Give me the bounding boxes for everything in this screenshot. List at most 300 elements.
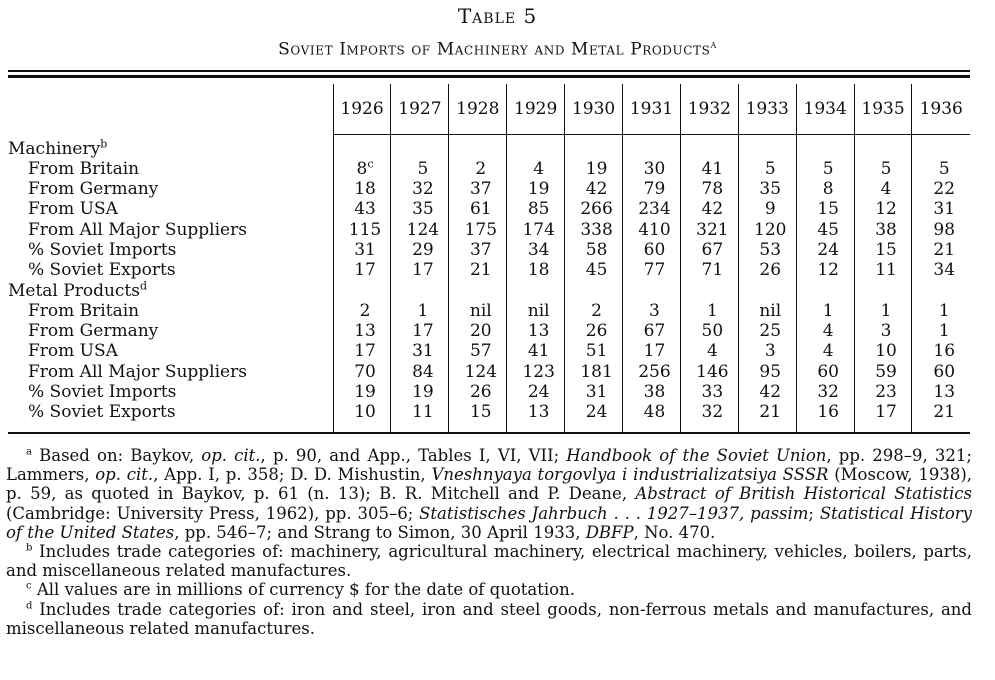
cell-value: 4 (822, 321, 834, 342)
table-cell (912, 362, 970, 382)
table-row (8, 159, 970, 179)
table-row (8, 321, 970, 341)
table-cell (912, 382, 970, 402)
cell-value: 10 (875, 341, 897, 362)
cell-value: 321 (696, 219, 729, 240)
cell-value: 53 (759, 239, 782, 260)
cell-value: 15 (469, 402, 492, 423)
cell-value: 13 (933, 382, 956, 403)
table-cell (333, 159, 391, 179)
table-cell (623, 159, 681, 179)
cell-value: 13 (354, 321, 376, 342)
row-label: % Soviet Exports (28, 260, 176, 281)
table-cell (333, 341, 391, 361)
table-cell (449, 382, 507, 402)
cell-value: 78 (701, 179, 724, 200)
cell-value: 3 (764, 341, 776, 362)
table-cell (680, 220, 738, 240)
table-cell (391, 341, 449, 361)
table-cell (449, 220, 507, 240)
table-cell (391, 179, 449, 199)
footnote-a (6, 446, 972, 542)
table-cell (623, 199, 681, 219)
table-row (8, 260, 970, 280)
table-cell (449, 179, 507, 199)
footnote-a-text: Based on: Baykov, (31, 446, 202, 465)
table-cell (565, 240, 623, 260)
table-cell (333, 220, 391, 240)
cell-value: 24 (585, 402, 608, 423)
cell-value: 1 (938, 300, 950, 321)
table-cell (854, 301, 912, 321)
table-cell (333, 321, 391, 341)
table-cell (738, 362, 796, 382)
cell-value: 42 (585, 179, 608, 200)
empty-cell (391, 281, 449, 301)
cell-value: 2 (359, 300, 371, 321)
cell-value: 12 (875, 199, 897, 220)
table-row (8, 240, 970, 260)
empty-cell (796, 281, 854, 301)
table-cell (391, 199, 449, 219)
table-cell (796, 240, 854, 260)
footnote-a-text: (Moscow, 1938), p. 59, as quoted in Baykov, p. 61 (n. 13); B. R. Mitchell and P. Deane, (6, 465, 972, 504)
cell-value: 51 (585, 341, 608, 362)
cell-value: 30 (643, 158, 666, 179)
cell-value: 123 (522, 361, 555, 382)
table-cell (507, 382, 565, 402)
empty-cell (854, 135, 912, 159)
table-cell (507, 179, 565, 199)
cell-value: 42 (759, 382, 782, 403)
footnote-a-italic: Handbook of the Soviet Union (566, 446, 827, 465)
table-cell (391, 301, 449, 321)
table-title-footnote-mark: a (710, 38, 717, 51)
footnote-a-italic: Statistisches Jahrbuch . . . 1927–1937, passim (419, 503, 809, 523)
cell-value: 19 (527, 179, 550, 200)
cell-value: 256 (638, 361, 671, 382)
table-cell (449, 240, 507, 260)
year-header-row (8, 84, 970, 135)
cell-value: 33 (701, 382, 724, 403)
cell-value: 43 (354, 199, 376, 220)
row-label: From Britain (28, 158, 140, 179)
cell-value: 35 (412, 199, 434, 220)
stub-header (8, 84, 333, 135)
table-cell (623, 321, 681, 341)
footnote-a-text: (Cambridge: University Press, 1962), pp. 305–6; (6, 503, 420, 523)
empty-cell (738, 135, 796, 159)
cell-value: 38 (643, 382, 666, 403)
section-footnote-mark: d (139, 278, 148, 292)
footnote-c-text: All values are in millions of currency $ for the date of quotation. (31, 580, 575, 600)
cell-value: 20 (469, 321, 492, 342)
table-cell (333, 179, 391, 199)
empty-cell (333, 135, 391, 159)
footnote-d (6, 600, 972, 638)
table-cell (854, 240, 912, 260)
cell-value: 71 (701, 260, 724, 281)
cell-value: 5 (880, 158, 892, 179)
table-cell (680, 321, 738, 341)
table-cell (912, 159, 970, 179)
table-cell (565, 199, 623, 219)
cell-value: 11 (875, 260, 897, 281)
table-cell (796, 179, 854, 199)
table-cell (449, 301, 507, 321)
cell-value: 35 (759, 179, 782, 200)
footnote-a-text: , pp. 298–9, 321; Lammers, (6, 446, 972, 485)
footnote-a-italic: Abstract of British Historical Statistics (635, 484, 972, 504)
cell-value: 9 (764, 199, 776, 220)
table-cell (680, 382, 738, 402)
table-cell (796, 260, 854, 280)
table-cell (623, 179, 681, 199)
table-cell (565, 382, 623, 402)
table-cell (912, 220, 970, 240)
table-cell (391, 362, 449, 382)
table-title (0, 38, 995, 60)
cell-value: 17 (354, 341, 376, 362)
empty-cell (680, 281, 738, 301)
table-cell (738, 260, 796, 280)
section-row (8, 135, 970, 159)
cell-value: 26 (759, 260, 782, 281)
empty-cell (565, 281, 623, 301)
year-header: 1931 (623, 84, 681, 135)
cell-value: 31 (354, 239, 376, 260)
cell-value: 124 (406, 219, 440, 240)
table-cell (623, 220, 681, 240)
cell-value: 1 (706, 300, 718, 321)
table-cell (854, 199, 912, 219)
table-cell (738, 382, 796, 402)
cell-value: 17 (643, 341, 666, 362)
footnote-d-text: Includes trade categories of: iron and steel, iron and steel goods, non-ferrous metals and manufactures, and miscellaneous related manufactures. (6, 599, 972, 638)
cell-value: 16 (817, 402, 839, 423)
cell-value: 19 (354, 382, 376, 403)
table-row (8, 382, 970, 402)
cell-value: 31 (412, 341, 434, 362)
table-cell (796, 220, 854, 240)
table-label: Table 5 (457, 4, 538, 28)
table-cell (912, 260, 970, 280)
year-header: 1935 (854, 84, 912, 135)
table-cell (623, 382, 681, 402)
year-header: 1932 (680, 84, 738, 135)
table-cell (565, 179, 623, 199)
table-cell (680, 301, 738, 321)
table-cell (854, 362, 912, 382)
empty-cell (507, 281, 565, 301)
table-cell (391, 159, 449, 179)
table-cell (912, 321, 970, 341)
cell-value: 32 (412, 179, 434, 200)
year-header: 1936 (912, 84, 970, 135)
table-cell (507, 199, 565, 219)
cell-value: 34 (527, 239, 550, 260)
table-cell (507, 341, 565, 361)
cell-value: nil (527, 300, 550, 321)
cell-value: 13 (527, 402, 550, 423)
cell-value: 31 (585, 382, 608, 403)
table-cell (796, 341, 854, 361)
footnote-a-italic: Vneshnyaya torgovlya i industrializatsiya SSSR (431, 465, 829, 485)
table-cell (333, 402, 391, 432)
empty-cell (449, 281, 507, 301)
table-cell (507, 220, 565, 240)
cell-value: 13 (527, 321, 550, 342)
cell-value: 48 (643, 402, 666, 423)
imports-table (8, 84, 970, 433)
top-rule-thin (8, 70, 970, 72)
cell-value: 41 (527, 341, 550, 362)
table-cell (680, 179, 738, 199)
section-footnote-mark: b (100, 136, 108, 150)
footnote-b-text: Includes trade categories of: machinery, agricultural machinery, electrical machinery, vehicles, boilers, parts, and miscellaneous related manufactures. (6, 542, 972, 581)
bottom-rule (8, 432, 970, 434)
footnote-a-italic: Statistical History of the United States (6, 503, 972, 542)
table-cell (796, 321, 854, 341)
table-cell (623, 301, 681, 321)
empty-cell (507, 135, 565, 159)
footnote-b (6, 542, 972, 580)
cell-value: 37 (469, 239, 492, 260)
cell-value: 1 (938, 321, 950, 342)
cell-value: 61 (469, 199, 492, 220)
cell-value: 16 (933, 341, 956, 362)
table-cell (333, 199, 391, 219)
cell-value: 58 (585, 239, 608, 260)
cell-value: 21 (469, 260, 492, 281)
cell-value: 22 (933, 179, 956, 200)
table-cell (912, 179, 970, 199)
table-cell (854, 260, 912, 280)
table-cell (623, 240, 681, 260)
footnote-b-mark: b (26, 542, 33, 554)
cell-value: 31 (933, 199, 956, 220)
table-cell (738, 199, 796, 219)
table-row (8, 362, 970, 382)
table-cell (565, 321, 623, 341)
cell-value: 37 (469, 179, 492, 200)
year-header: 1927 (391, 84, 449, 135)
section-label (8, 278, 333, 301)
cell-value: 45 (817, 219, 839, 240)
table-cell (854, 402, 912, 432)
cell-value: 8 (822, 179, 834, 200)
cell-value: 17 (875, 402, 897, 423)
table-cell (796, 199, 854, 219)
cell-value: 41 (701, 158, 724, 179)
row-label: From Germany (28, 179, 159, 200)
footnote-a-text: , App. I, p. 358; D. D. Mishustin, (153, 465, 432, 485)
cell-value: nil (759, 300, 782, 321)
table-cell (680, 159, 738, 179)
table-row (8, 220, 970, 240)
table-cell (391, 402, 449, 432)
cell-value: 32 (817, 382, 839, 403)
footnote-a-text: ; (808, 503, 820, 523)
empty-cell (391, 135, 449, 159)
table-title-text: Soviet Imports of Machinery and Metal Products (278, 39, 711, 60)
footnote-a-italic: DBFP (585, 522, 634, 542)
cell-value: 4 (533, 158, 545, 179)
table-cell (738, 220, 796, 240)
table-cell (912, 240, 970, 260)
table-cell (738, 341, 796, 361)
row-label: From All Major Suppliers (28, 361, 247, 382)
cell-value: 67 (643, 321, 666, 342)
empty-cell (912, 281, 970, 301)
cell-value: 5 (417, 158, 429, 179)
table-cell (449, 260, 507, 280)
row-label: % Soviet Exports (28, 402, 176, 423)
cell-value: 174 (522, 219, 555, 240)
table-cell (565, 260, 623, 280)
table-cell (854, 382, 912, 402)
cell-value: 3 (649, 300, 660, 321)
cell-value: 11 (412, 402, 434, 423)
cell-value: 32 (701, 402, 724, 423)
table-cell (507, 301, 565, 321)
cell-value: 60 (643, 239, 666, 260)
table-cell (565, 220, 623, 240)
footnote-c (6, 580, 972, 599)
row-label: From Germany (28, 321, 159, 342)
cell-value: 1 (880, 300, 892, 321)
table-cell (796, 402, 854, 432)
year-header: 1933 (738, 84, 796, 135)
cell-value: 338 (580, 219, 613, 240)
cell-value: 5 (938, 158, 950, 179)
cell-value: 5 (764, 158, 776, 179)
table-cell (391, 260, 449, 280)
cell-value: 50 (701, 321, 724, 342)
cell-value: 266 (580, 199, 613, 220)
table-cell (738, 321, 796, 341)
footnote-c-mark: c (26, 580, 32, 592)
cell-value: 146 (696, 361, 729, 382)
cell-value: 17 (354, 260, 376, 281)
empty-cell (680, 135, 738, 159)
row-label: From USA (28, 341, 118, 362)
cell-value: 181 (580, 361, 613, 382)
table-cell (623, 341, 681, 361)
top-rule-thick (8, 75, 970, 78)
table-cell (449, 341, 507, 361)
table-cell (507, 362, 565, 382)
table-cell (854, 159, 912, 179)
table-cell (680, 341, 738, 361)
table-cell (680, 402, 738, 432)
table-cell (854, 321, 912, 341)
cell-value: 67 (701, 239, 724, 260)
cell-value: 3 (880, 321, 892, 342)
table-cell (565, 301, 623, 321)
cell-value: 26 (469, 382, 492, 403)
cell-value: 38 (875, 219, 897, 240)
cell-value: 1 (822, 300, 834, 321)
cell-value: 10 (354, 402, 376, 423)
table-cell (680, 199, 738, 219)
table-cell (623, 402, 681, 432)
table-cell (391, 382, 449, 402)
cell-value: 4 (706, 341, 718, 362)
cell-value: 19 (585, 158, 608, 179)
empty-cell (565, 135, 623, 159)
cell-value: 79 (643, 179, 666, 200)
cell-value: 2 (475, 158, 487, 179)
table-cell (680, 362, 738, 382)
cell-value: 18 (527, 260, 550, 281)
year-header: 1929 (507, 84, 565, 135)
table-cell (507, 159, 565, 179)
cell-value: 21 (759, 402, 782, 423)
year-header: 1928 (449, 84, 507, 135)
cell-value: 60 (933, 361, 956, 382)
cell-value: 17 (412, 260, 434, 281)
table-cell (738, 402, 796, 432)
cell-value: 26 (585, 321, 608, 342)
row-label: From Britain (28, 300, 140, 321)
cell-value: 4 (880, 179, 892, 200)
cell-value: 175 (464, 219, 498, 240)
table-row (8, 179, 970, 199)
empty-cell (449, 135, 507, 159)
table-cell (333, 301, 391, 321)
table-cell (912, 301, 970, 321)
cell-value: 60 (817, 361, 839, 382)
table-cell (565, 402, 623, 432)
table-row (8, 199, 970, 219)
footnote-a-italic: op. cit. (201, 446, 261, 465)
table-cell (333, 240, 391, 260)
footnotes (6, 446, 972, 638)
cell-value: 15 (875, 239, 897, 260)
table-cell (449, 402, 507, 432)
cell-value: 15 (817, 199, 839, 220)
cell-value: 8 (356, 158, 368, 179)
cell-value: 59 (875, 361, 897, 382)
table-cell (680, 260, 738, 280)
cell-value: 124 (464, 361, 498, 382)
cell-value: 410 (638, 219, 671, 240)
cell-value: 70 (354, 361, 376, 382)
section-row (8, 281, 970, 301)
section-label-text: Machinery (8, 138, 101, 159)
empty-cell (623, 281, 681, 301)
table-cell (391, 321, 449, 341)
table-cell (391, 220, 449, 240)
table-cell (680, 240, 738, 260)
table-cell (449, 362, 507, 382)
cell-value: 17 (412, 321, 434, 342)
cell-value: 12 (817, 260, 839, 281)
table-cell (391, 240, 449, 260)
table-cell (565, 159, 623, 179)
footnote-a-text: , No. 470. (633, 522, 716, 542)
table-cell (507, 402, 565, 432)
cell-value: 24 (817, 239, 839, 260)
section-label-text: Metal Products (8, 280, 140, 301)
year-header: 1934 (796, 84, 854, 135)
cell-value: nil (469, 300, 492, 321)
row-label: % Soviet Imports (28, 382, 177, 403)
table-cell (449, 321, 507, 341)
cell-value: 5 (822, 158, 834, 179)
cell-value: 95 (759, 361, 782, 382)
